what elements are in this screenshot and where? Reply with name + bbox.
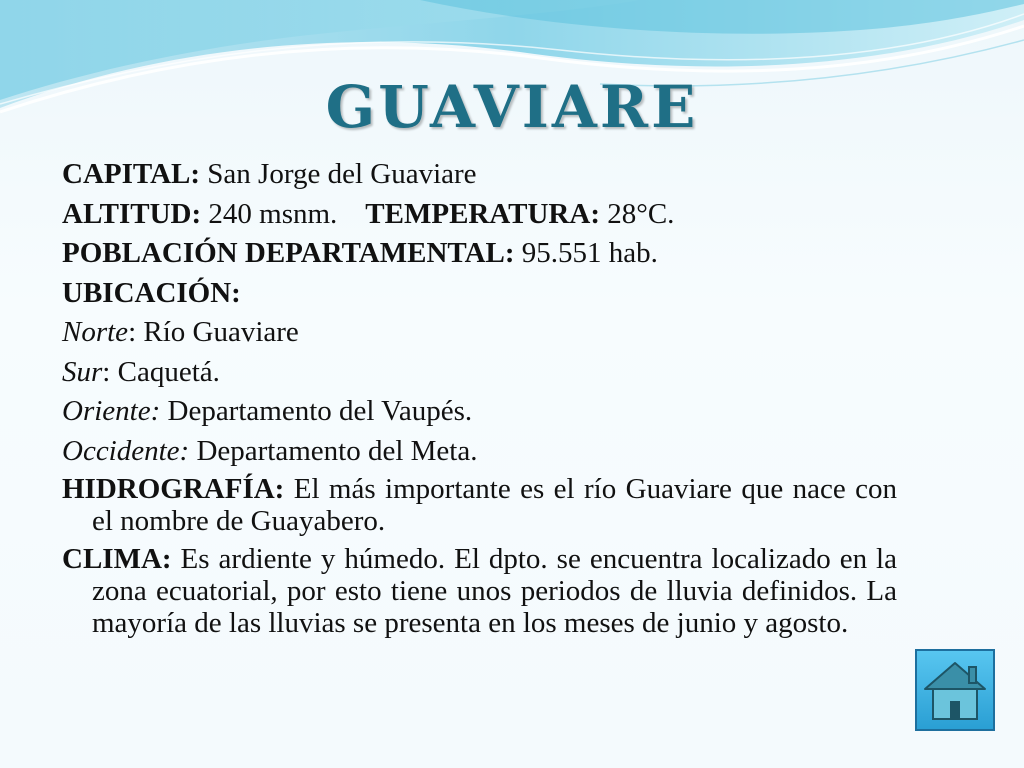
south-label: Sur [62,355,103,388]
hydrography-label: HIDROGRAFÍA: [62,473,285,506]
east-line [62,395,897,428]
altitude-label: ALTITUD: [62,197,202,230]
climate-text: Es ardiente y húmedo. El dpto. se encuentra localizado en la zona ecuatorial, por esto tiene unos periodos de lluvia definidos. La mayoría de las lluvias se presenta en los meses de junio y agosto. [92,543,897,639]
west-line [62,435,897,468]
hydrography-text: El más importante es el río Guaviare que nace con el nombre de Guayabero. [92,473,897,538]
climate-label: CLIMA: [62,543,172,576]
hydrography-paragraph [62,474,897,538]
temperature-value: 28°C. [599,197,675,230]
north-line [62,316,897,349]
west-label: Occidente: [62,434,190,467]
slide-title: GUAVIARE [325,73,699,141]
population-label: POBLACIÓN DEPARTAMENTAL: [62,237,515,270]
east-value: Departamento del Vaupés. [160,395,473,428]
altitude-value: 240 msnm. [201,197,338,230]
south-value: : Caquetá. [102,355,220,388]
capital-label: CAPITAL: [62,158,201,190]
content-body [62,158,897,646]
location-label: UBICACIÓN: [62,276,241,309]
home-icon [923,659,987,723]
capital-value: San Jorge del Guaviare [200,158,477,190]
location-heading [62,277,897,310]
east-label: Oriente: [62,395,161,428]
climate-paragraph [62,544,897,640]
population-line [62,237,897,270]
altitude-temperature-line [62,198,897,231]
temperature-label: TEMPERATURA: [365,197,600,230]
south-line [62,356,897,389]
west-value: Departamento del Meta. [189,434,478,467]
north-value: : Río Guaviare [128,316,299,349]
capital-line [62,158,897,191]
north-label: Norte [62,316,129,349]
home-button[interactable] [915,649,995,731]
population-value: 95.551 hab. [514,237,658,270]
